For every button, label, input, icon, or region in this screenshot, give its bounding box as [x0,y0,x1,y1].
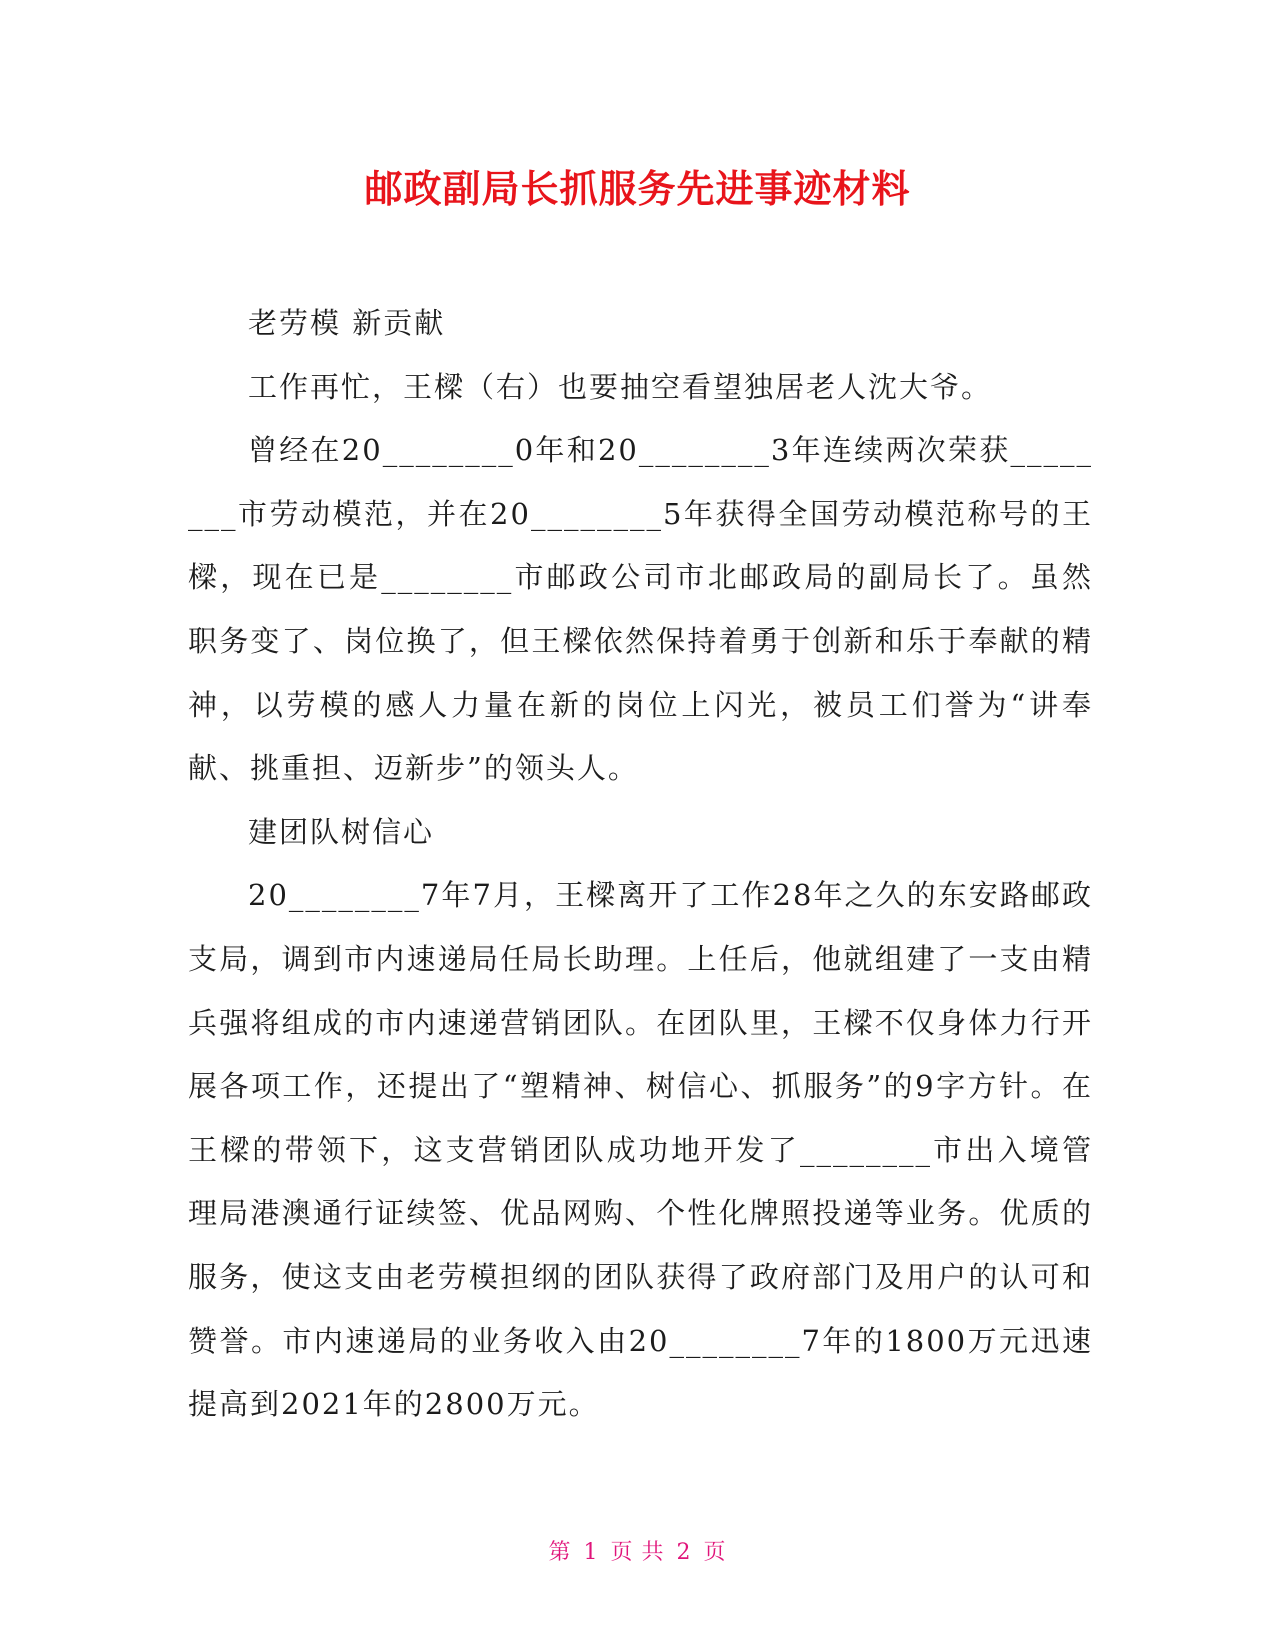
document-title: 邮政副局长抓服务先进事迹材料 [364,167,911,211]
section-heading: 建团队树信心 [248,814,435,849]
footer-current-page: 1 [583,1540,599,1565]
footer-total-pages: 2 [676,1540,692,1565]
page-footer [0,1535,1275,1566]
paragraph: 20________7年7月，王樑离开了工作28年之久的东安路邮政支局，调到市内速递局任局长助理。上任后，他就组建了一支由精兵强将组成的市内速递营销团队。在团队里，王樑不仅身体力行开展各项工作，还提出了“塑精神、树信心、抓服务”的9字方针。在王樑的带领下，这支营销团队成功地开发了________市出入境管理局港澳通行证续签、优品网购、个性化牌照投递等业务。优质的服务，使这支由老劳模担纲的团队获得了政府部门及用户的认可和赞誉。市内速递局的业务收入由20________7年的1800万元迅速提高到2021年的2800万元。 [188,878,1093,1422]
footer-middle: 页 共 [610,1540,665,1565]
footer-prefix: 第 [548,1540,572,1565]
section-heading: 老劳模 新贡献 [248,306,446,340]
paragraph: 曾经在20________0年和20________3年连续两次荣获________市劳动模范，并在20________5年获得全国劳动模范称号的王樑，现在已是________市邮政公司市北邮政局的副局长了。虽然职务变了、岗位换了，但王樑依然保持着勇于创新和乐于奉献的精神，以劳模的感人力量在新的岗位上闪光，被员工们誉为“讲奉献、挑重担、迈新步”的领头人。 [188,433,1093,786]
footer-suffix: 页 [703,1540,727,1565]
paragraph: 工作再忙，王樑（右）也要抽空看望独居老人沈大爷。 [248,369,993,404]
document-body [188,292,1093,1437]
